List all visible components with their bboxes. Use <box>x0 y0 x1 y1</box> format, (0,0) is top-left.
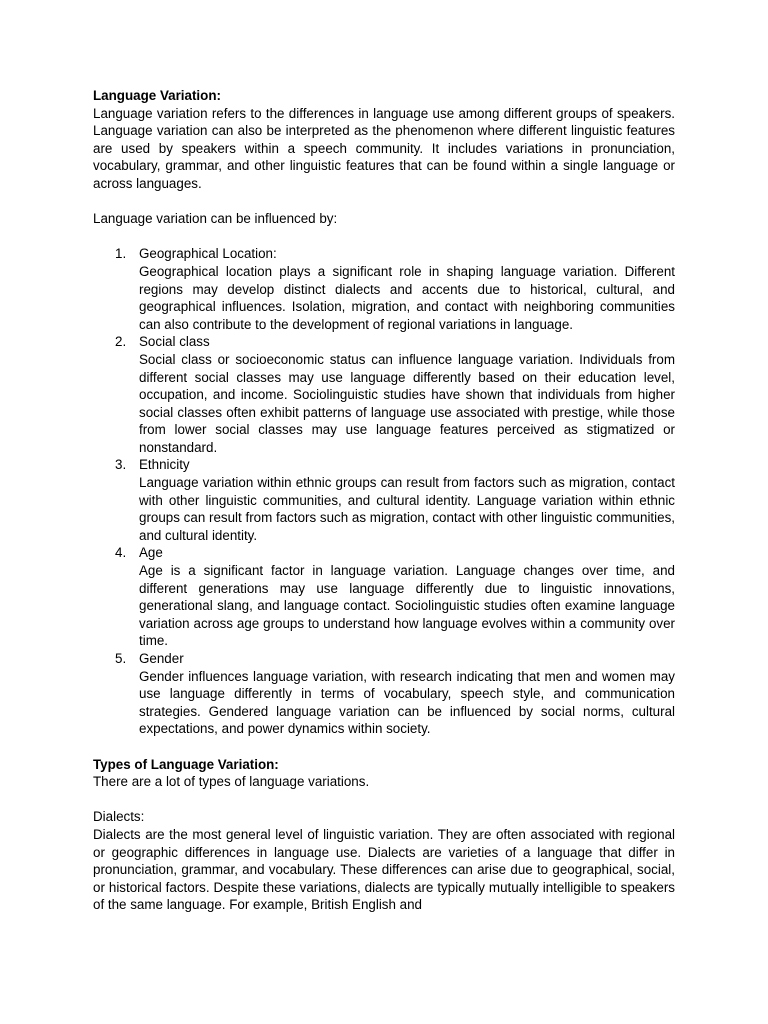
factor-title: Age <box>139 545 163 561</box>
factor-number: 1. <box>115 246 127 262</box>
dialects-paragraph: Dialects are the most general level of linguistic variation. They are often associated with regional or geographic differences in language use. Dialects are varieties of a language that differ in pronunciation, grammar, and vocabulary. These differences can arise due to geographical, social, or historical factors. Despite these variations, dialects are typically mutually intelligible to speakers of the same language. For example, British English and <box>93 826 675 913</box>
spacer <box>93 228 675 246</box>
factor-number: 3. <box>115 457 127 473</box>
types-intro-paragraph: There are a lot of types of language variations. <box>93 774 370 790</box>
factor-description: Gender influences language variation, with research indicating that men and women may use language differently in terms of vocabulary, speech style, and communication strategies. Gendered language variation can be influenced by social norms, cultural expectations, and power dynamics within society. <box>139 668 675 737</box>
factor-number: 2. <box>115 334 127 350</box>
factor-item-ethnicity <box>93 456 675 544</box>
factor-item-geographical-location <box>93 245 675 333</box>
factor-description: Geographical location plays a significant role in shaping language variation. Different regions may develop distinct dialects and accents due to historical, cultural, and geographical influences. Isolation, migration, and contact with neighboring communities can also contribute to the development of regional variations in language. <box>139 263 675 332</box>
influenced-by-line: Language variation can be influenced by: <box>93 211 338 227</box>
factors-list <box>93 245 675 738</box>
factor-title: Social class <box>139 334 210 350</box>
factor-title: Geographical Location: <box>139 246 277 262</box>
factor-description: Language variation within ethnic groups can result from factors such as migration, contact with other linguistic communities, and cultural identity. Language variation within ethnic groups can result from factors such as migration, contact with other linguistic communities, and cultural identity. <box>139 475 675 543</box>
document-page <box>93 87 675 914</box>
factor-description: Social class or socioeconomic status can influence language variation. Individuals from different social classes may use language differently based on their education level, occupation, and income. Sociolinguistic studies have shown that individuals from higher social classes often exhibit patterns of language use associated with prestige, while those from lower social classes may use language features perceived as stigmatized or nonstandard. <box>139 351 675 455</box>
factor-title: Gender <box>139 651 184 666</box>
section-heading-language-variation: Language Variation: <box>93 88 221 103</box>
factor-number: 4. <box>115 545 127 561</box>
spacer <box>93 791 675 809</box>
factor-number: 5. <box>115 651 127 666</box>
dialects-subheading: Dialects: <box>93 809 145 825</box>
section-heading-types-of-language-variation: Types of Language Variation: <box>93 756 279 772</box>
factor-description: Age is a significant factor in language variation. Language changes over time, and different generations may use language differently due to linguistic innovations, generational slang, and language contact. Sociolinguistic studies often examine language variation across age groups to understand how language evolves within a community over time. <box>139 563 675 649</box>
spacer <box>93 193 675 211</box>
factor-title: Ethnicity <box>139 457 190 473</box>
spacer <box>93 738 675 756</box>
factor-item-age <box>93 544 675 650</box>
factor-item-social-class <box>93 333 675 456</box>
factor-item-gender <box>93 650 675 738</box>
intro-paragraph: Language variation refers to the differences in language use among different groups of speakers. Language variation can also be interpreted as the phenomenon where different linguistic features are used by speakers within a speech community. It includes variations in pronunciation, vocabulary, grammar, and other linguistic features that can be found within a single language or across languages. <box>93 105 675 191</box>
